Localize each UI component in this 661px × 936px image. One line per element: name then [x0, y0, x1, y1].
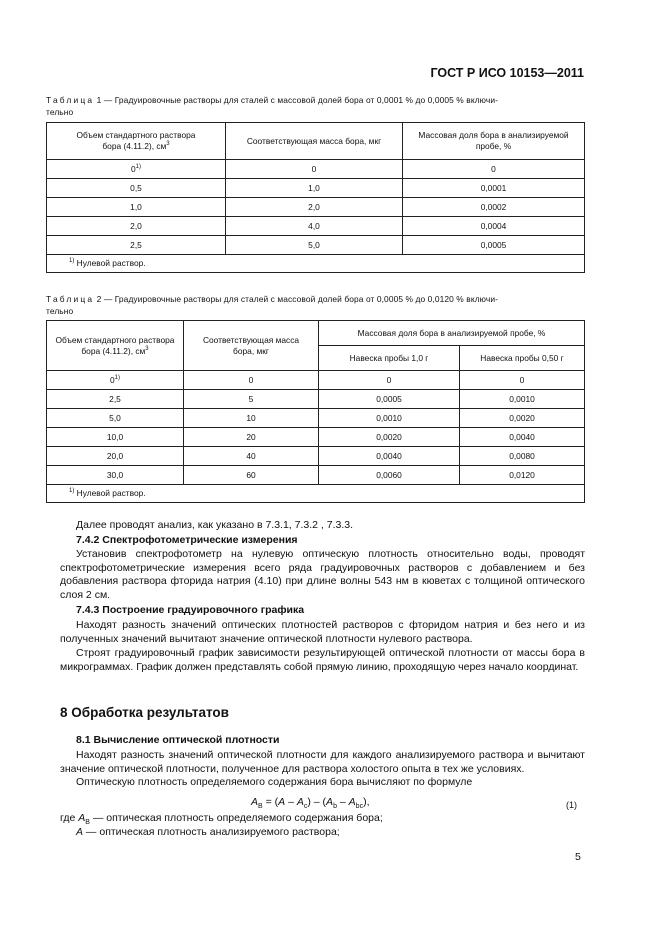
- table1-header-volume: Объем стандартного раствора бора (4.11.2), $см^3$: [47, 123, 226, 160]
- heading-7-4-2: 7.4.2 Спектрофотометрические измерения: [76, 534, 298, 546]
- table-row: [47, 160, 585, 179]
- table-row: [47, 198, 585, 217]
- table2-cell-fraction-050g: 0,0120: [460, 466, 585, 485]
- table2-cell-volume: 10,0: [47, 428, 184, 447]
- table1-cell-mass: 2,0: [226, 198, 403, 217]
- table1-footnote-row: [47, 255, 585, 273]
- table1-caption-text: 1 — Градуировочные растворы для сталей с массовой долей бора от 0,0001 % до 0,0005 % включи-: [94, 95, 499, 105]
- table2-cell-mass: 5: [184, 390, 319, 409]
- table2-caption: [46, 293, 585, 317]
- table1-cell-mass: 0: [226, 160, 403, 179]
- table2-cell-volume: 30,0: [47, 466, 184, 485]
- table1-cell-volume: 2,0: [47, 217, 226, 236]
- table2-cell-volume: 20,0: [47, 447, 184, 466]
- table1-cell-mass: 4,0: [226, 217, 403, 236]
- paragraph-graph: Строят градуировочный график зависимости результирующей оптической плотности от массы бора в микрограммах. График должен представлять собой прямую линию, проходящую через начало координат.: [60, 647, 585, 673]
- table2-cell-fraction-1g: 0: [319, 371, 460, 390]
- table-row: [47, 466, 585, 485]
- paragraph-formula-intro: Оптическую плотность определяемого содержания бора вычисляют по формуле: [76, 776, 473, 788]
- table2-header-mass: Соответствующая масса бора, мкг: [184, 321, 319, 371]
- table2-cell-fraction-050g: 0,0010: [460, 390, 585, 409]
- standard-code: ГОСТ Р ИСО 10153—2011: [430, 66, 584, 80]
- paragraph-analysis-ref: Далее проводят анализ, как указано в 7.3.1, 7.3.2 , 7.3.3.: [76, 519, 354, 531]
- table2-cell-volume: 2,5: [47, 390, 184, 409]
- table2: [46, 320, 585, 503]
- formula-1: $A_B = (A - A_c) - (A_b - A_{bc})$,: [251, 796, 370, 811]
- paragraph-spectro: Установив спектрофотометр на нулевую оптическую плотность относительно воды, проводят спектрофотометрические измерения всего ряда градуировочных растворов с добавлением и без добавления раствора фторида натрия (4.10) при длине волны 543 нм в кюветах с толщиной оптического слоя 2 см.: [60, 548, 585, 601]
- table1-caption-word: Таблица: [46, 95, 95, 105]
- table2-caption-cont: тельно: [46, 306, 74, 316]
- table2-cell-mass: 0: [184, 371, 319, 390]
- table1-caption: [46, 94, 585, 118]
- table-row: [47, 390, 585, 409]
- table1-header-mass: Соответствующая масса бора, мкг: [226, 123, 403, 160]
- page-number: 5: [575, 851, 581, 863]
- table1-cell-fraction: 0: [403, 160, 585, 179]
- paragraph-difference: Находят разность значений оптических плотностей растворов с фторидом натрия и без него и из полученных значений вычитают значение оптической плотности нулевого раствора.: [60, 619, 585, 645]
- table1-cell-fraction: 0,0005: [403, 236, 585, 255]
- table-row: [47, 409, 585, 428]
- table2-cell-mass: 20: [184, 428, 319, 447]
- table1-cell-fraction: 0,0002: [403, 198, 585, 217]
- table2-cell-fraction-1g: 0,0060: [319, 466, 460, 485]
- table2-cell-mass: 10: [184, 409, 319, 428]
- table-row: [47, 428, 585, 447]
- formula-number: (1): [566, 800, 577, 810]
- table2-footnote-row: [47, 485, 585, 503]
- table2-footnote: $^{1)}$ Нулевой раствор.: [47, 485, 585, 503]
- table2-cell-fraction-1g: 0,0010: [319, 409, 460, 428]
- table2-caption-text: 2 — Градуировочные растворы для сталей с массовой долей бора от 0,0005 % до 0,0120 % включи-: [94, 294, 499, 304]
- table1-cell-fraction: 0,0001: [403, 179, 585, 198]
- table1-cell-volume: 1,0: [47, 198, 226, 217]
- table-row: [47, 447, 585, 466]
- table1-footnote: $^{1)}$ Нулевой раствор.: [47, 255, 585, 273]
- table1-header-fraction: Массовая доля бора в анализируемой пробе, %: [403, 123, 585, 160]
- table1: [46, 122, 585, 273]
- table-row: [47, 371, 585, 390]
- table1-header-row: [47, 123, 585, 160]
- table2-caption-word: Таблица: [46, 294, 95, 304]
- table2-cell-fraction-050g: 0: [460, 371, 585, 390]
- heading-section-8: 8 Обработка результатов: [60, 705, 229, 720]
- table2-cell-volume: 5,0: [47, 409, 184, 428]
- table2-cell-fraction-1g: 0,0020: [319, 428, 460, 447]
- table-row: [47, 236, 585, 255]
- table2-subheader-050g: Навеска пробы 0,50 г: [460, 346, 585, 371]
- table2-cell-mass: 60: [184, 466, 319, 485]
- table2-header-row: [47, 321, 585, 346]
- table2-subheader-1g: Навеска пробы 1,0 г: [319, 346, 460, 371]
- paragraph-find-difference: Находят разность значений оптической плотности для каждого анализируемого раствора и вычитают значение оптической плотности, полученное для раствора холостого опыта в тех же условиях.: [60, 749, 585, 775]
- table1-cell-mass: 1,0: [226, 179, 403, 198]
- table2-cell-fraction-1g: 0,0005: [319, 390, 460, 409]
- table1-caption-cont: тельно: [46, 107, 74, 117]
- table2-cell-mass: 40: [184, 447, 319, 466]
- table1-cell-volume: 0$^{1)}$: [47, 160, 226, 179]
- heading-8-1: 8.1 Вычисление оптической плотности: [76, 734, 280, 746]
- table2-header-fraction: Массовая доля бора в анализируемой пробе, %: [319, 321, 585, 346]
- table-row: [47, 179, 585, 198]
- table2-cell-fraction-050g: 0,0040: [460, 428, 585, 447]
- table2-header-volume: Объем стандартного раствора бора (4.11.2), $см^3$: [47, 321, 184, 371]
- table1-cell-volume: 0,5: [47, 179, 226, 198]
- table1-cell-fraction: 0,0004: [403, 217, 585, 236]
- heading-7-4-3: 7.4.3 Построение градуировочного графика: [76, 604, 305, 616]
- table-row: [47, 217, 585, 236]
- table1-cell-volume: 2,5: [47, 236, 226, 255]
- table2-cell-fraction-1g: 0,0040: [319, 447, 460, 466]
- table2-cell-volume: 0$^{1)}$: [47, 371, 184, 390]
- definition-ab: где $A_B$ — оптическая плотность определяемого содержания бора;: [60, 812, 383, 827]
- table2-cell-fraction-050g: 0,0020: [460, 409, 585, 428]
- definition-a: A — оптическая плотность анализируемого раствора;: [76, 826, 340, 838]
- table2-cell-fraction-050g: 0,0080: [460, 447, 585, 466]
- table1-cell-mass: 5,0: [226, 236, 403, 255]
